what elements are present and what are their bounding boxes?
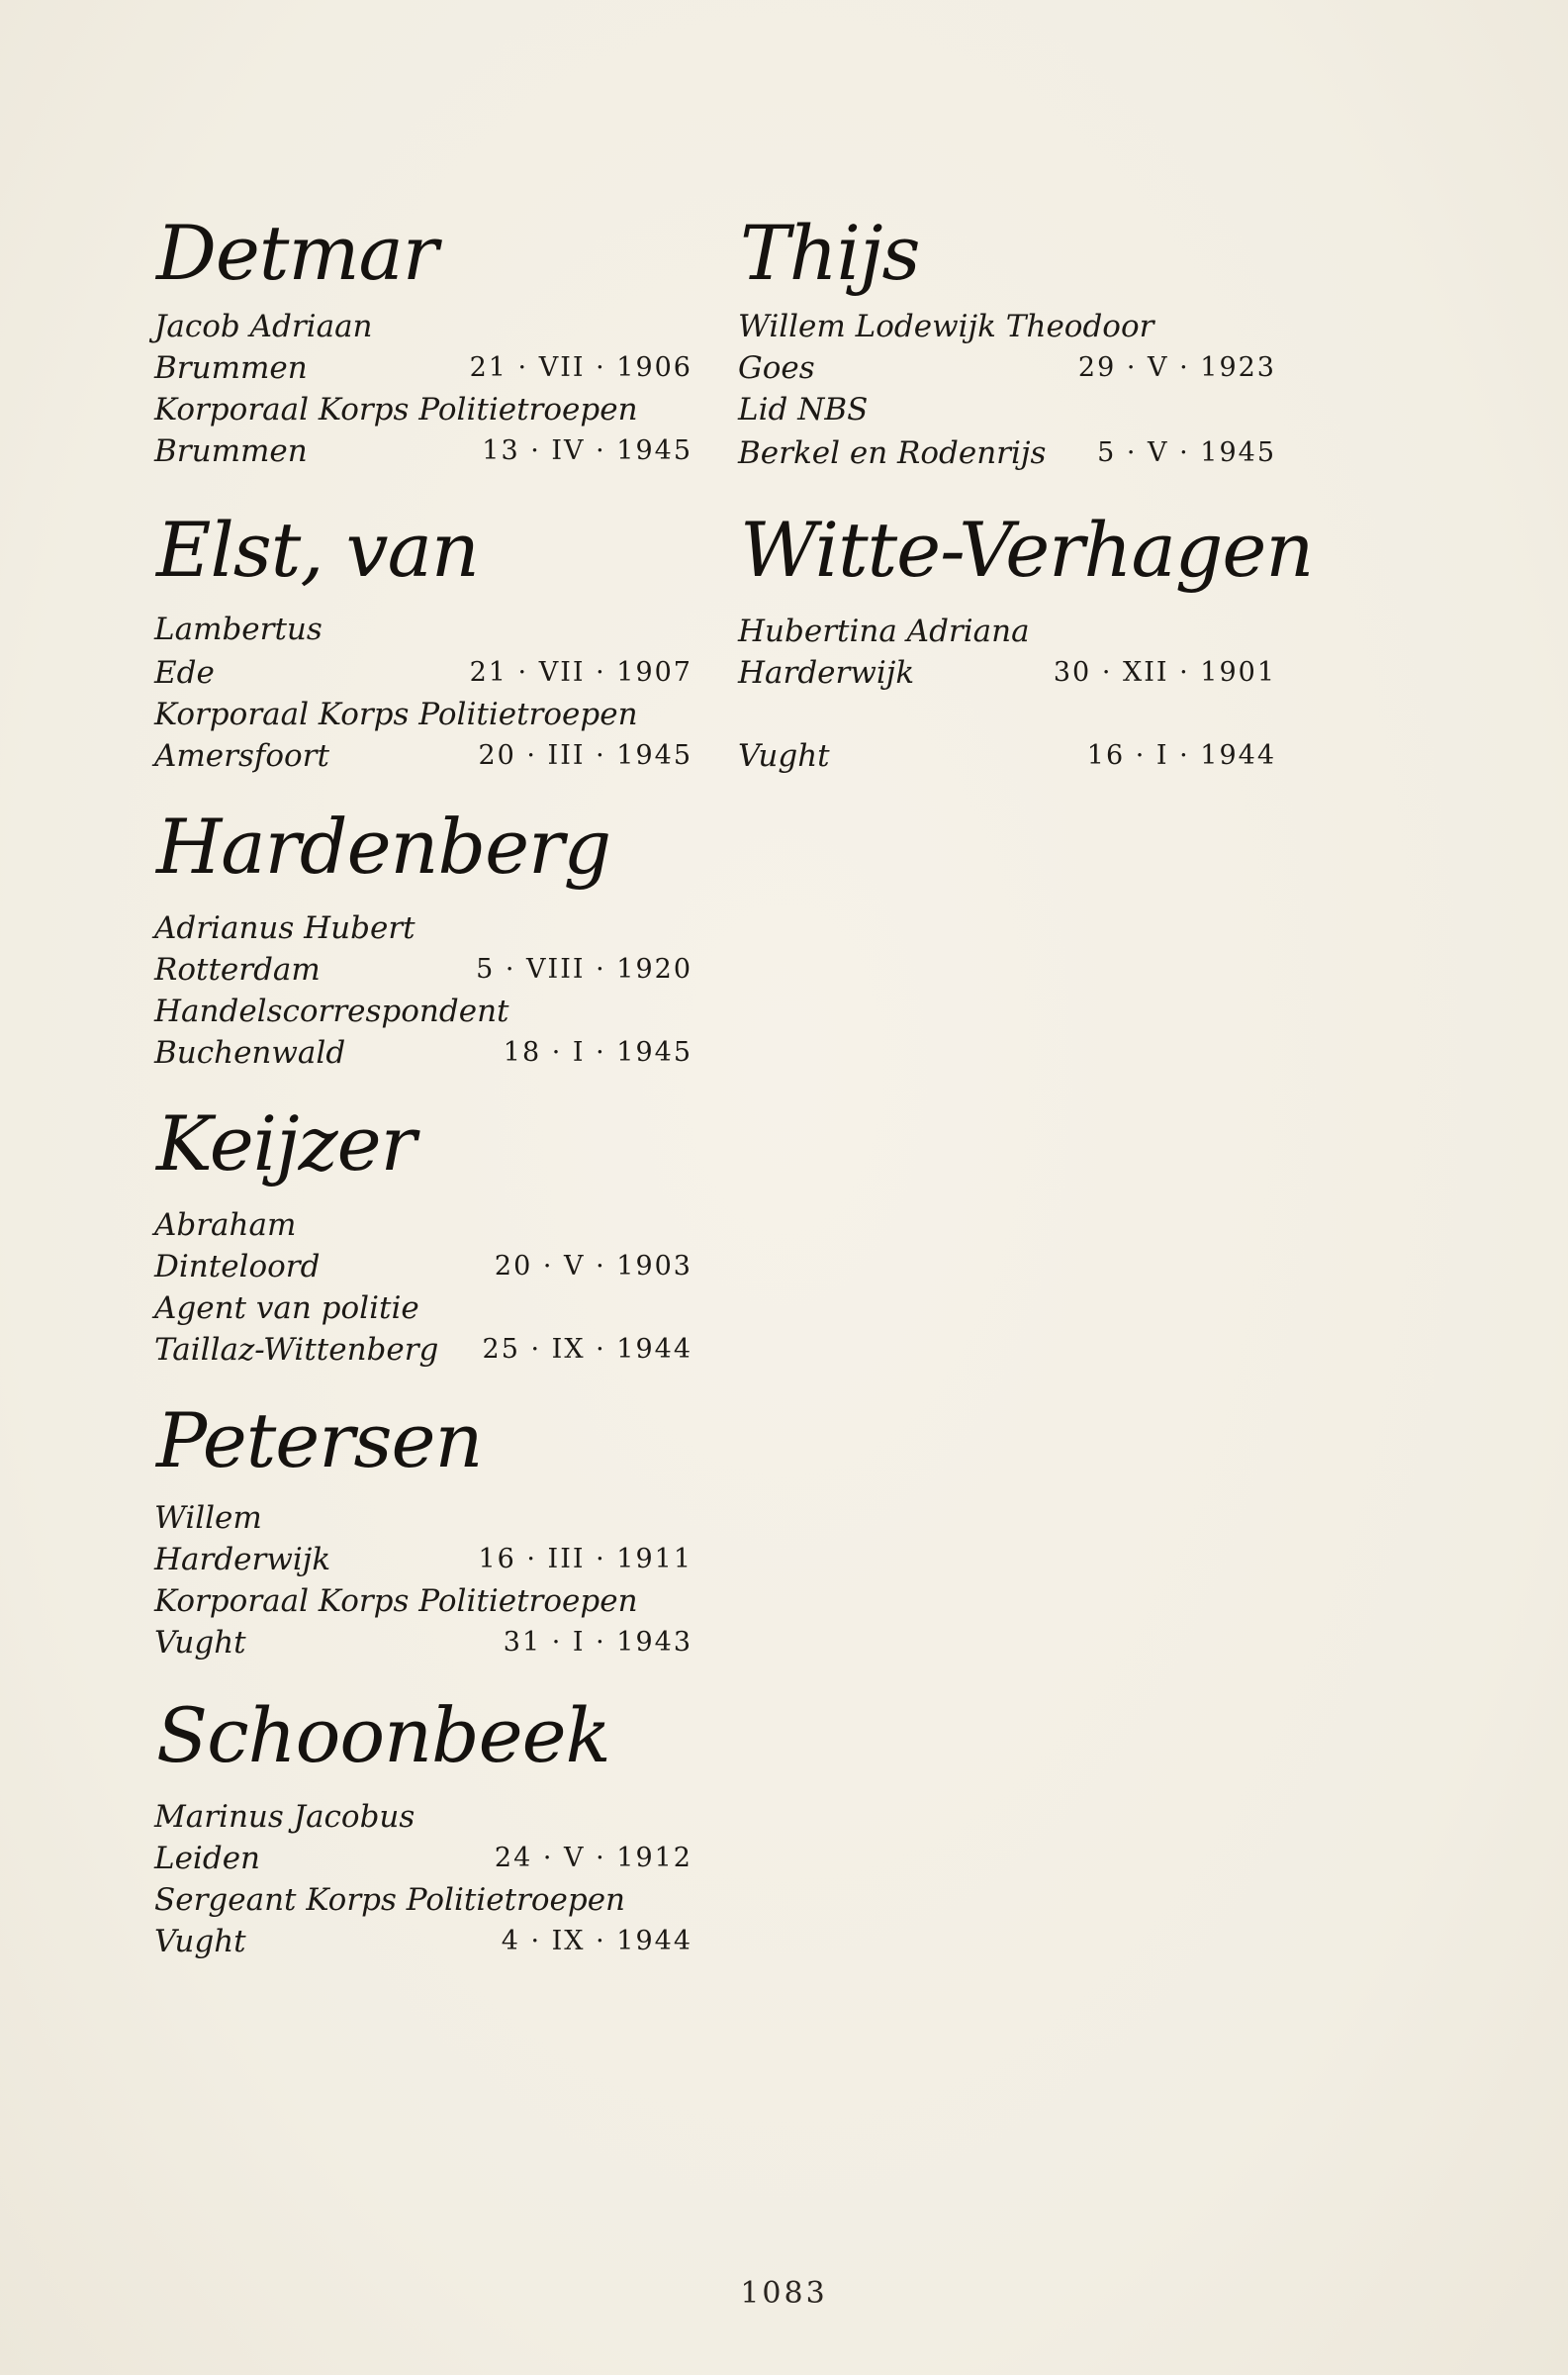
death-date: 20 · III · 1945: [478, 740, 692, 771]
given-names-text: Abraham: [154, 1207, 297, 1243]
given-names-text: Willem: [154, 1500, 262, 1536]
given-names: [738, 612, 1282, 651]
birth-date: 21 · VII · 1907: [469, 657, 692, 688]
surname: Petersen: [156, 1396, 483, 1484]
death-place: Vught: [154, 1625, 246, 1661]
occupation: Lid NBS: [738, 392, 869, 428]
surname: Keijzer: [156, 1099, 415, 1188]
death-line: [738, 433, 1282, 473]
given-names-text: Lambertus: [154, 612, 323, 647]
death-place: Vught: [738, 738, 830, 774]
birth-place: Dinteloord: [154, 1249, 321, 1284]
birth-place: Harderwijk: [738, 655, 915, 691]
birth-line: [738, 348, 1282, 388]
birth-line: [154, 653, 698, 693]
occupation: Korporaal Korps Politietroepen: [154, 697, 638, 732]
birth-place: Leiden: [154, 1841, 261, 1876]
birth-date: 24 · V · 1912: [494, 1843, 692, 1873]
surname: Witte-Verhagen: [740, 506, 1314, 594]
surname: Hardenberg: [156, 803, 611, 891]
death-line: [154, 1330, 698, 1370]
death-line: [154, 1922, 698, 1961]
given-names-text: Jacob Adriaan: [154, 309, 373, 344]
given-names-text: Hubertina Adriana: [738, 614, 1030, 649]
birth-date: 21 · VII · 1906: [469, 352, 692, 383]
birth-date: 29 · V · 1923: [1077, 352, 1276, 383]
occupation-line: [738, 390, 1282, 429]
birth-line: [154, 1839, 698, 1878]
death-place: Taillaz-Wittenberg: [154, 1332, 439, 1368]
occupation-line: [154, 1581, 698, 1621]
death-place: Buchenwald: [154, 1035, 346, 1071]
occupation-line: [154, 390, 698, 429]
death-line: [154, 1623, 698, 1662]
given-names: [154, 610, 698, 649]
surname: Thijs: [740, 209, 920, 297]
birth-line: [154, 1540, 698, 1579]
death-line: [154, 1033, 698, 1073]
given-names-text: Willem Lodewijk Theodoor: [738, 309, 1154, 344]
birth-date: 20 · V · 1903: [494, 1251, 692, 1282]
given-names: [154, 307, 698, 346]
given-names: [154, 1205, 698, 1245]
birth-place: Harderwijk: [154, 1542, 331, 1577]
occupation: Handelscorrespondent: [154, 994, 509, 1029]
page-number: 1083: [740, 2276, 828, 2311]
death-date: 4 · IX · 1944: [501, 1926, 692, 1956]
birth-date: 16 · III · 1911: [478, 1544, 692, 1574]
occupation-line: [738, 695, 1282, 734]
death-date: 25 · IX · 1944: [482, 1334, 692, 1365]
birth-date: 5 · VIII · 1920: [476, 954, 692, 985]
birth-place: Rotterdam: [154, 952, 321, 988]
given-names-text: Adrianus Hubert: [154, 910, 415, 946]
death-date: 18 · I · 1945: [503, 1037, 692, 1068]
death-place: Amersfoort: [154, 738, 329, 774]
surname: Elst, van: [156, 506, 479, 594]
death-date: 5 · V · 1945: [1097, 437, 1276, 468]
birth-place: Brummen: [154, 350, 308, 386]
death-place: Brummen: [154, 433, 308, 469]
occupation: Korporaal Korps Politietroepen: [154, 392, 638, 428]
surname: Schoonbeek: [156, 1691, 610, 1779]
occupation: Agent van politie: [154, 1290, 419, 1326]
death-line: [154, 736, 698, 776]
birth-line: [738, 653, 1282, 693]
occupation-line: [154, 992, 698, 1031]
occupation-line: [154, 695, 698, 734]
given-names: [154, 1498, 698, 1538]
birth-line: [154, 1247, 698, 1286]
occupation-line: [154, 1288, 698, 1328]
death-date: 16 · I · 1944: [1086, 740, 1276, 771]
death-line: [738, 736, 1282, 776]
death-place: Berkel en Rodenrijs: [738, 435, 1047, 471]
given-names: [154, 908, 698, 948]
birth-date: 30 · XII · 1901: [1053, 657, 1276, 688]
birth-place: Goes: [738, 350, 815, 386]
death-line: [154, 431, 698, 471]
given-names: [154, 1797, 698, 1837]
death-place: Vught: [154, 1924, 246, 1959]
death-date: 31 · I · 1943: [503, 1627, 692, 1658]
birth-line: [154, 348, 698, 388]
occupation-line: [154, 1880, 698, 1920]
given-names: [738, 307, 1282, 346]
birth-line: [154, 950, 698, 990]
death-date: 13 · IV · 1945: [482, 435, 692, 466]
occupation: Sergeant Korps Politietroepen: [154, 1882, 626, 1918]
surname: Detmar: [156, 209, 438, 297]
birth-place: Ede: [154, 655, 215, 691]
given-names-text: Marinus Jacobus: [154, 1799, 415, 1835]
occupation: Korporaal Korps Politietroepen: [154, 1583, 638, 1619]
